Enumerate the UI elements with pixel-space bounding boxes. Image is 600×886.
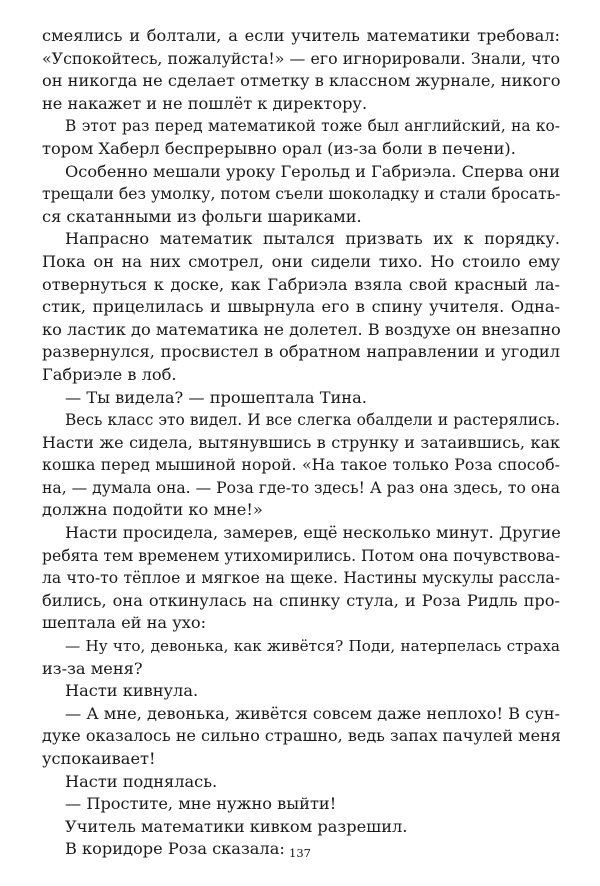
text-line: развернулся, просвистел в обратном направлении и угодил <box>42 342 560 362</box>
paragraph <box>42 387 560 410</box>
text-line: тором Хаберл беспрерывно орал (из-за боли в печени). <box>42 138 516 158</box>
paragraph <box>42 522 560 635</box>
text-line: «Успокойтесь, пожалуйста!» — его игнорировали. Знали, что <box>42 48 560 68</box>
paragraph <box>42 25 560 115</box>
paragraph <box>42 635 560 680</box>
paragraph <box>42 680 560 703</box>
text-line: трещали без умолку, потом съели шоколадку и стали бросать- <box>42 185 561 204</box>
paragraph <box>42 409 560 522</box>
text-line: кошка перед мышиной норой. «На такое только Роза способ- <box>42 455 560 475</box>
text-line: Весь класс это видел. И все слегка обалдели и растерялись. <box>65 411 560 430</box>
text-line: Насти просидела, замерев, ещё несколько минут. Другие <box>65 523 561 543</box>
text-line: ко ластик до математика не долетел. В воздухе он внезапно <box>42 319 561 339</box>
text-line: ла что-то тёплое и мягкое на щеке. Настины мускулы рассла- <box>42 569 560 588</box>
text-line: — Простите, мне нужно выйти! <box>65 794 337 814</box>
paragraph <box>42 161 560 229</box>
text-line: дуке оказалось не сильно страшно, ведь запах пачулей меня <box>42 726 561 746</box>
text-line: из-за меня? <box>42 658 143 678</box>
text-line: Насти поднялась. <box>65 771 218 791</box>
text-line: В коридоре Роза сказала: <box>65 839 285 859</box>
paragraph <box>42 816 560 839</box>
text-line: Насти же сидела, вытянувшись в струнку и затаившись, как <box>42 432 560 452</box>
page-number: 137 <box>289 846 311 860</box>
text-line: ся скатанными из фольги шариками. <box>42 206 362 226</box>
text-line: Особенно мешали уроку Герольд и Габриэла. Сперва они <box>65 161 560 181</box>
text-line: стик, прицелилась и швырнула его в спину учителя. Одна- <box>42 297 560 317</box>
text-line: шептала ей на ухо: <box>42 613 207 633</box>
text-line: смеялись и болтали, а если учитель математики требовал: <box>42 26 560 45</box>
text-line: успокаивает! <box>42 749 156 768</box>
text-line: — Ну что, девонька, как живётся? Поди, натерпелась страха <box>65 637 560 656</box>
text-line: — А мне, девонька, живётся совсем даже неплохо! В сун- <box>65 703 560 723</box>
paragraph <box>42 115 560 160</box>
paragraph <box>42 793 560 816</box>
text-line: Пока он на них смотрел, они сидели тихо. Но стоило ему <box>42 251 560 271</box>
text-line: должна подойти ко мне!» <box>42 500 263 520</box>
text-line: ребята тем временем утихомирились. Потом она почувствова- <box>42 546 561 565</box>
text-line: не накажет и не пошлёт к директору. <box>42 93 368 113</box>
text-line: В этот раз перед математикой тоже был английский, на ко- <box>65 117 560 136</box>
text-line: Учитель математики кивком разрешил. <box>65 816 408 836</box>
text-line: Габриэле в лоб. <box>42 364 177 384</box>
paragraph <box>42 771 560 794</box>
text-line: — Ты видела? — прошептала Тина. <box>65 387 367 407</box>
text-line: Насти кивнула. <box>65 681 199 701</box>
paragraph <box>42 228 560 386</box>
text-line: он никогда не сделает отметку в классном журнале, никого <box>42 71 561 91</box>
paragraph <box>42 703 560 771</box>
text-line: Напрасно математик пытался призвать их к порядку. <box>65 229 560 249</box>
text-line: отвернуться к доске, как Габриэла взяла свой красный ла- <box>42 274 560 294</box>
book-page-text <box>42 25 560 861</box>
text-line: бились, она откинулась на спинку стула, и Роза Ридль про- <box>42 590 560 610</box>
text-line: на, — думала она. — Роза где-то здесь! А раз она здесь, то она <box>42 478 560 497</box>
